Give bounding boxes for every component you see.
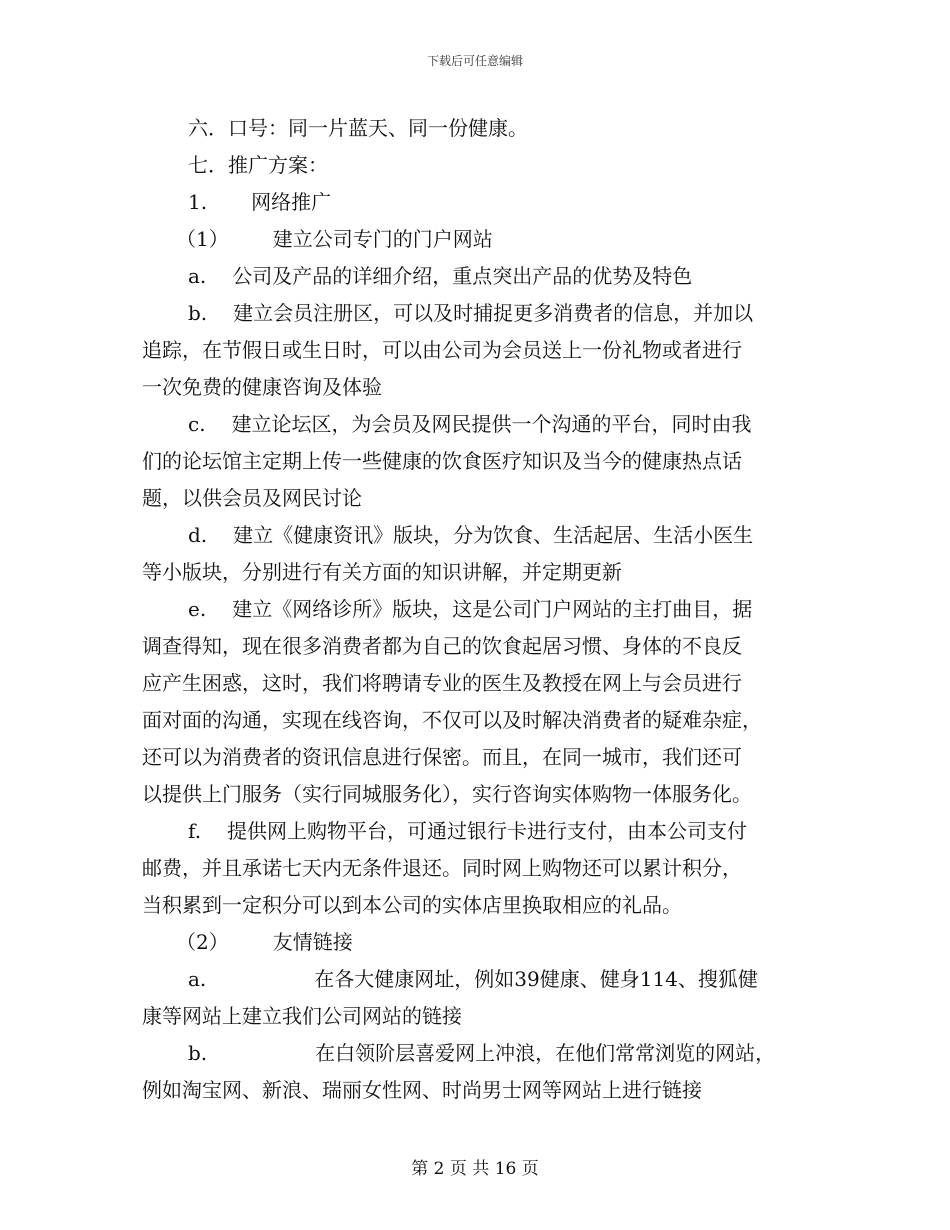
section-7-heading: 七．推广方案： (188, 153, 328, 177)
item-b-marker: b. (188, 301, 208, 325)
item-f-text-1: 提供网上购物平台，可通过银行卡进行支付，由本公司支付 (227, 819, 748, 843)
item-f-line-3: 当积累到一定积分可以到本公司的实体店里换取相应的礼品。 (142, 893, 682, 917)
item-e-line-1 (142, 591, 807, 628)
link-item-a-line-1 (142, 961, 807, 998)
sub-2-number: （2） (176, 930, 229, 954)
sub-1-text: 建立公司专门的门户网站 (272, 227, 493, 251)
item-d-marker: d. (188, 523, 208, 547)
item-e-line-6: 以提供上门服务（实行同城服务化），实行咨询实体购物一体服务化。 (142, 782, 752, 806)
item-1-heading (142, 184, 807, 221)
item-d-line-1 (142, 517, 807, 554)
sub-2-heading (142, 924, 807, 961)
item-c-text-1: 建立论坛区，为会员及网民提供一个沟通的平台，同时由我 (231, 412, 752, 436)
item-b-text-1: 建立会员注册区，可以及时捕捉更多消费者的信息，并加以 (233, 301, 754, 325)
item-a-marker: a. (188, 264, 207, 288)
item-c-marker: c. (188, 412, 206, 436)
link-item-b-text-1: 在白领阶层喜爱网上冲浪，在他们常常浏览的网站， (315, 1041, 776, 1065)
link-item-b-line-2: 例如淘宝网、新浪、瑞丽女性网、时尚男士网等网站上进行链接 (142, 1078, 702, 1102)
item-e-line-2: 调查得知，现在很多消费者都为自己的饮食起居习惯、身体的不良反 (142, 634, 742, 658)
link-item-a-line-2: 康等网站上建立我们公司网站的链接 (142, 1004, 462, 1028)
item-f-line-1 (142, 813, 807, 850)
slogan-line: 六．口号：同一片蓝天、同一份健康。 (188, 116, 528, 140)
page-number-footer: 第 2 页 共 16 页 (411, 1159, 539, 1179)
item-a-text: 公司及产品的详细介绍，重点突出产品的优势及特色 (232, 264, 693, 288)
item-f-line-2: 邮费，并且承诺七天内无条件退还。同时网上购物还可以累计积分， (142, 856, 742, 880)
item-e-text-1: 建立《网络诊所》版块，这是公司门户网站的主打曲目，据 (232, 597, 753, 621)
item-c-line-2: 们的论坛馆主定期上传一些健康的饮食医疗知识及当今的健康热点话 (142, 449, 742, 473)
link-item-a-text-1: 在各大健康网址，例如39健康、健身114、搜狐健 (314, 967, 758, 991)
item-d-line-2: 等小版块，分别进行有关方面的知识讲解，并定期更新 (142, 560, 622, 584)
sub-1-number: （1） (176, 227, 229, 251)
item-b-line-2: 追踪，在节假日或生日时，可以由公司为会员送上一份礼物或者进行 (142, 338, 742, 362)
item-1-number: 1. (188, 190, 208, 214)
item-1-text: 网络推广 (251, 190, 332, 214)
link-item-b-marker: b. (188, 1041, 208, 1065)
item-b-line-3: 一次免费的健康咨询及体验 (142, 375, 382, 399)
item-e-line-5: 还可以为消费者的资讯信息进行保密。而且，在同一城市，我们还可 (142, 745, 742, 769)
link-item-a-marker: a. (188, 967, 207, 991)
item-f-marker: f. (188, 819, 202, 843)
item-e-line-4: 面对面的沟通，实现在线咨询，不仅可以及时解决消费者的疑难杂症， (142, 708, 762, 732)
sub-2-text: 友情链接 (272, 930, 353, 954)
item-e-line-3: 应产生困惑，这时，我们将聘请专业的医生及教授在网上与会员进行 (142, 671, 742, 695)
link-item-b-line-1 (142, 1035, 807, 1072)
page-header: 下载后可任意编辑 (426, 54, 523, 68)
item-e-marker: e. (188, 597, 207, 621)
item-d-text-1: 建立《健康资讯》版块，分为饮食、生活起居、生活小医生 (233, 523, 754, 547)
item-c-line-1 (142, 406, 807, 443)
document-body (142, 110, 807, 1109)
item-c-line-3: 题，以供会员及网民讨论 (142, 486, 362, 510)
sub-1-heading (142, 221, 807, 258)
item-b-line-1 (142, 295, 807, 332)
item-a (142, 258, 807, 295)
